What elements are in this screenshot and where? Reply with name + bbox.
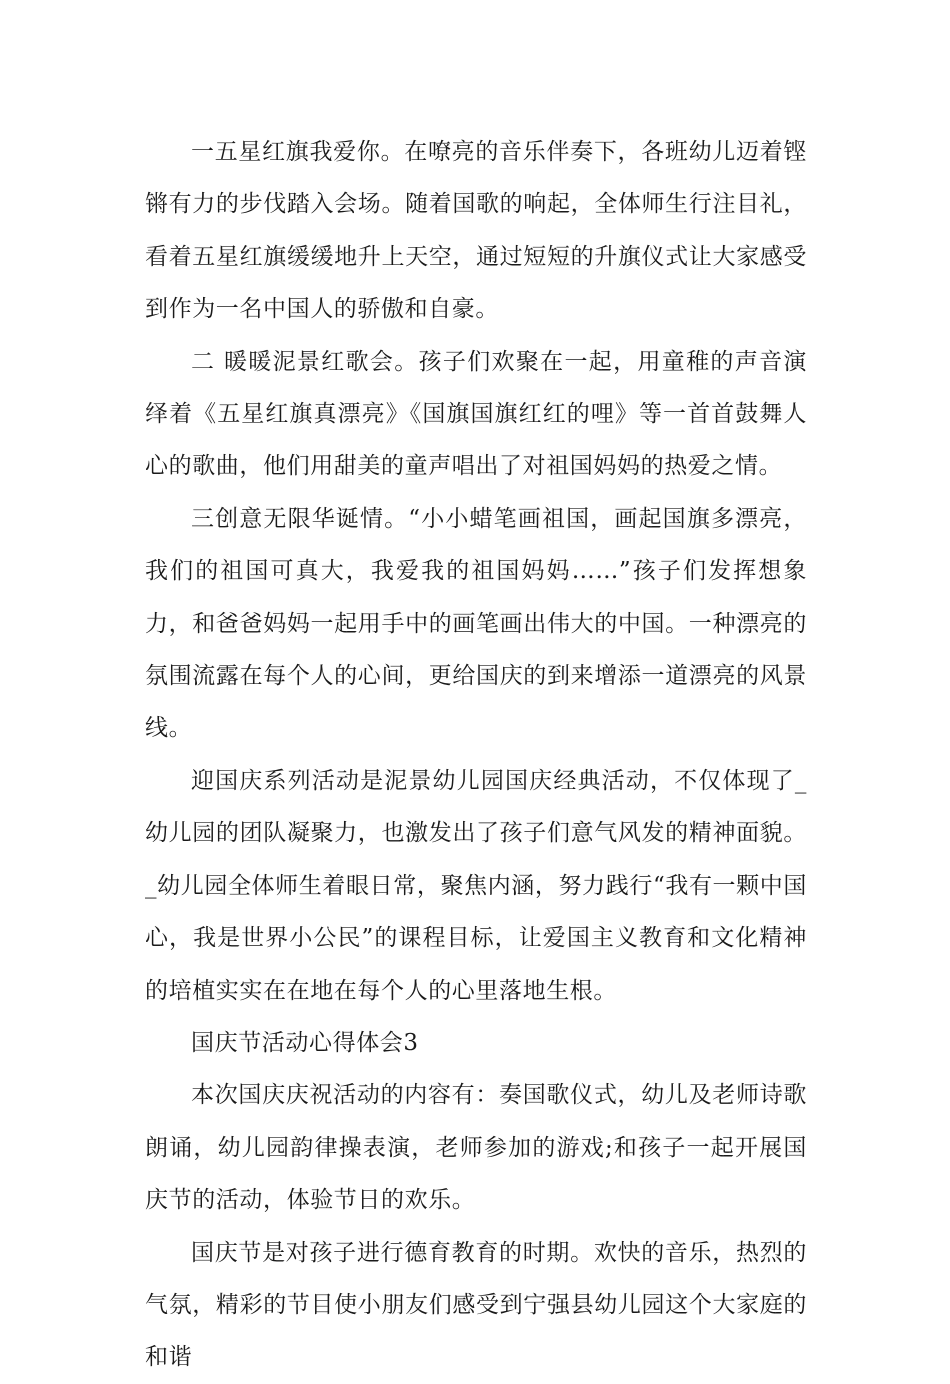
paragraph-moral-education: 国庆节是对孩子进行德育教育的时期。欢快的音乐，热烈的气氛，精彩的节目使小朋友们感受到宁强县幼儿园这个大家庭的和谐 — [145, 1239, 807, 1371]
paragraph-flag-raising: 一五星红旗我爱你。在嘹亮的音乐伴奏下，各班幼儿迈着铿锵有力的步伐踏入会场。随着国歌的响起，全体师生行注目礼，看着五星红旗缓缓地升上天空，通过短短的升旗仪式让大家感受到作为一名中国人的骄傲和自豪。 — [145, 139, 807, 323]
document-body — [145, 126, 807, 1384]
paragraph-creative-drawing: 三创意无限华诞情。“小小蜡笔画祖国，画起国旗多漂亮，我们的祖国可真大，我爱我的祖国妈妈……”孩子们发挥想象力，和爸爸妈妈一起用手中的画笔画出伟大的中国。一种漂亮的氛围流露在每个人的心间，更给国庆的到来增添一道漂亮的风景线。 — [145, 505, 807, 742]
paragraph-activity-summary: 迎国庆系列活动是泥景幼儿园国庆经典活动，不仅体现了_幼儿园的团队凝聚力，也激发出了孩子们意气风发的精神面貌。_幼儿园全体师生着眼日常，聚焦内涵，努力践行“我有一颗中国心，我是世界小公民”的课程目标，让爱国主义教育和文化精神的培植实实在在地在每个人的心里落地生根。 — [145, 767, 807, 1004]
paragraph-celebration-content: 本次国庆庆祝活动的内容有：奏国歌仪式，幼儿及老师诗歌朗诵，幼儿园韵律操表演，老师参加的游戏;和孩子一起开展国庆节的活动，体验节日的欢乐。 — [145, 1082, 807, 1214]
paragraph-red-song-concert: 二 暖暖泥景红歌会。孩子们欢聚在一起，用童稚的声音演绎着《五星红旗真漂亮》《国旗国旗红红的哩》等一首首鼓舞人心的歌曲，他们用甜美的童声唱出了对祖国妈妈的热爱之情。 — [145, 348, 807, 480]
section-heading: 国庆节活动心得体会3 — [191, 1029, 419, 1056]
